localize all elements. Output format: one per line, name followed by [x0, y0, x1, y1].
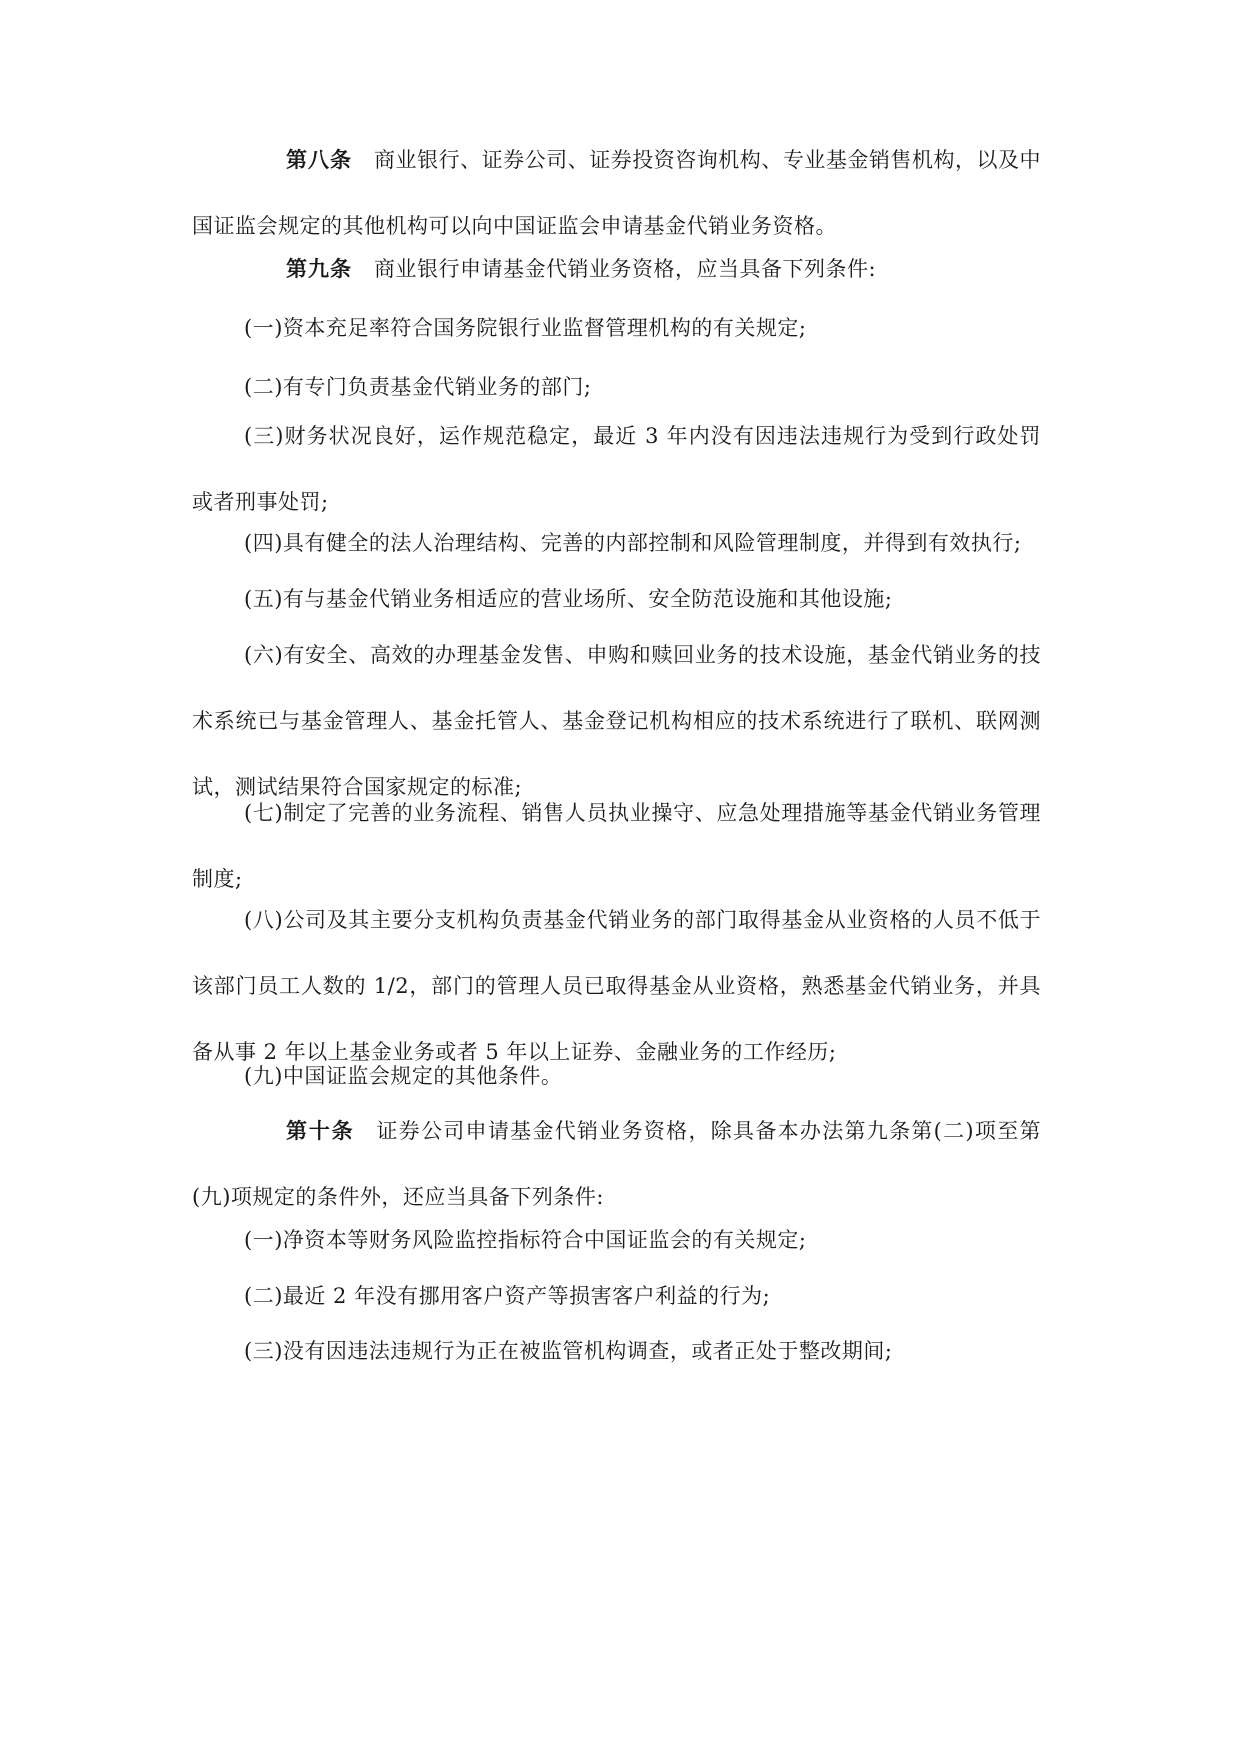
list-item: (二)有专门负责基金代销业务的部门; [244, 375, 592, 399]
article-number: 第八条 [286, 148, 353, 172]
article-number: 第十条 [286, 1119, 355, 1143]
article-text: 证券公司申请基金代销业务资格，除具备本办法第九条第(二)项至第(九)项规定的条件外，还应当具备下列条件: [192, 1119, 1041, 1209]
list-item: (一)净资本等财务风险监控指标符合中国证监会的有关规定; [244, 1228, 807, 1252]
list-item: (二)最近 2 年没有挪用客户资产等损害客户利益的行为; [244, 1284, 771, 1308]
list-item: (七)制定了完善的业务流程、销售人员执业操守、应急处理措施等基金代销业务管理制度; [192, 801, 1041, 891]
list-item: (三)财务状况良好，运作规范稳定，最近 3 年内没有因违法违规行为受到行政处罚或者刑事处罚; [192, 424, 1041, 514]
list-item: (三)没有因违法违规行为正在被监管机构调查，或者正处于整改期间; [244, 1339, 893, 1363]
article-9 [192, 236, 1041, 302]
list-item: (一)资本充足率符合国务院银行业监督管理机构的有关规定; [244, 316, 807, 340]
list-item: (八)公司及其主要分支机构负责基金代销业务的部门取得基金从业资格的人员不低于该部门员工人数的 1/2，部门的管理人员已取得基金从业资格，熟悉基金代销业务，并具备从事 2 年以上基金业务或者 5 年以上证券、金融业务的工作经历; [192, 908, 1041, 1064]
article-text: 商业银行申请基金代销业务资格，应当具备下列条件: [374, 257, 877, 281]
list-item: (九)中国证监会规定的其他条件。 [244, 1064, 563, 1088]
list-item: (五)有与基金代销业务相适应的营业场所、安全防范设施和其他设施; [244, 587, 893, 611]
list-item: (四)具有健全的法人治理结构、完善的内部控制和风险管理制度，并得到有效执行; [244, 531, 1022, 555]
article-number: 第九条 [286, 257, 352, 281]
list-item: (六)有安全、高效的办理基金发售、申购和赎回业务的技术设施，基金代销业务的技术系统已与基金管理人、基金托管人、基金登记机构相应的技术系统进行了联机、联网测试，测试结果符合国家规定的标准; [192, 643, 1041, 799]
article-text: 商业银行、证券公司、证券投资咨询机构、专业基金销售机构，以及中国证监会规定的其他机构可以向中国证监会申请基金代销业务资格。 [192, 148, 1041, 238]
